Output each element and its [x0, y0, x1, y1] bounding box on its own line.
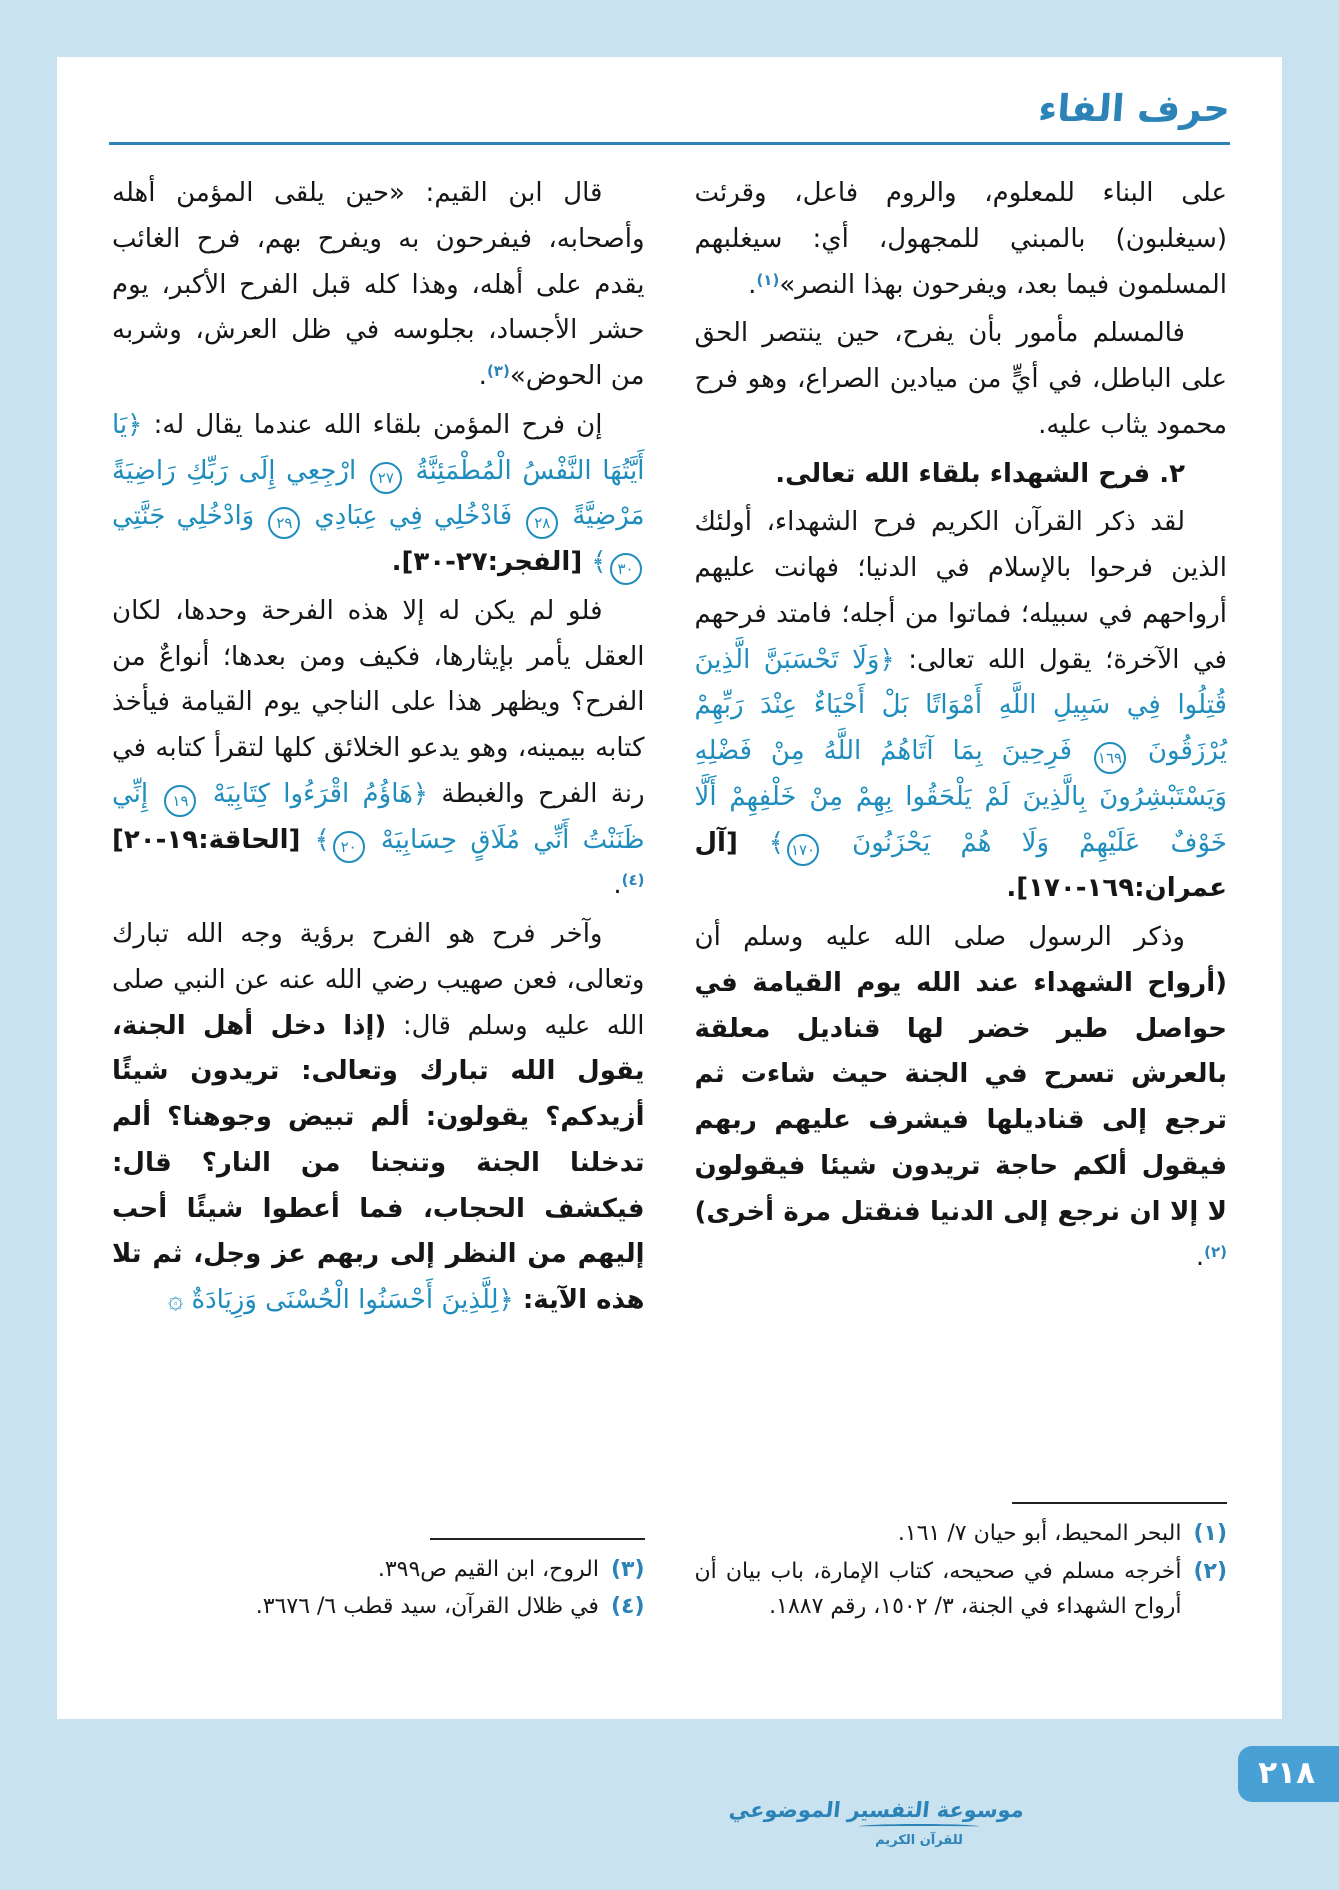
- paragraph: [695, 915, 1228, 1281]
- paragraph: [695, 171, 1228, 308]
- footnote: [112, 1552, 645, 1588]
- quran-verse: فَادْخُلِي فِي عِبَادِي: [303, 501, 524, 532]
- quran-verse: ﴿يَا أَيَّتُهَا النَّفْسُ الْمُطْمَئِنَّةُ: [112, 409, 645, 486]
- body-text: .: [613, 870, 622, 901]
- footnote-number: (٣): [610, 1556, 645, 1582]
- quran-verse: ﴾: [591, 547, 607, 577]
- body-text: فالمسلم مأمور بأن يفرح، حين ينتصر الحق على الباطل، في أيٍّ من ميادين الصراع، وهو فرح محمود يثاب عليه.: [694, 318, 1227, 440]
- ayah-number-badge: ٣٠: [610, 553, 642, 585]
- paragraph: [695, 311, 1228, 448]
- ayah-number-badge: ٢٨: [526, 507, 558, 539]
- footnote-list-right: [695, 1516, 1228, 1625]
- body-text: .: [748, 269, 757, 300]
- body-text: فلو لم يكن له إلا هذه الفرحة وحدها، لكان العقل يأمر بإيثارها، فكيف ومن بعدها؛ أنواعٌ من الفرح؟ ويظهر هذا على الناجي يوم القيامة فيأخذ كتابه بيمينه، وهو يدعو الخلائق كلها لتقرأ كتابه في رنة الفرح والغبطة: [112, 595, 645, 809]
- footnote-divider: [430, 1538, 645, 1540]
- verse-reference: [الحاقة:١٩-٢٠]: [112, 824, 315, 855]
- ayah-number-badge: ٢٠: [333, 831, 365, 863]
- footnote: [112, 1589, 645, 1625]
- quran-verse: ﴿هَاؤُمُ اقْرَءُوا كِتَابِيَهْ: [199, 778, 429, 809]
- footnote-text: في ظلال القرآن، سيد قطب ٦/ ٣٦٧٦.: [255, 1594, 599, 1620]
- page-number-tab: ٢١٨: [1238, 1746, 1339, 1802]
- hadith-text: (إذا دخل أهل الجنة، يقول الله تبارك وتعالى: تريدون شيئًا أزيدكم؟ يقولون: ألم تبيض وجوهنا؟ ألم تدخلنا الجنة وتنجنا من النار؟ قال: فيكشف الحجاب، فما أعطوا شيئًا أحب إليهم من النظر إلى ربهم عز وجل، ثم تلا هذه الآية:: [112, 1010, 645, 1315]
- footnote-divider: [1012, 1502, 1227, 1504]
- publisher-logo: [727, 1798, 1026, 1848]
- body-text: على البناء للمعلوم، والروم فاعل، وقرئت (سيغلبون) بالمبني للمجهول، أي: سيغلبهم المسلمون فيما بعد، ويفرحون بهذا النصر»: [694, 178, 1227, 300]
- ayah-number-badge: ١٦٩: [1094, 742, 1126, 774]
- verse-reference: [الفجر:٢٧-٣٠].: [391, 547, 592, 577]
- body-text: وذكر الرسول صلى الله عليه وسلم أن: [694, 922, 1185, 952]
- quran-verse: وَادْخُلِي جَنَّتِي: [112, 501, 266, 532]
- paragraph: [695, 500, 1228, 912]
- page-header: [57, 57, 1282, 145]
- footnote-number: (٢): [1193, 1558, 1227, 1584]
- publisher-logo-subtitle: للقرآن الكريم: [875, 1833, 963, 1848]
- ayah-number-badge: ١٩: [164, 785, 196, 817]
- footnote-text: أخرجه مسلم في صحيحه، كتاب الإمارة، باب بيان أن أرواح الشهداء في الجنة، ٣/ ١٥٠٢، رقم ١٨٨٧.: [694, 1558, 1182, 1620]
- ayah-number-badge: ١٧٠: [787, 834, 819, 866]
- footnote-marker: (١): [756, 270, 780, 289]
- page-body: [57, 57, 1282, 1719]
- footnote-marker: (٤): [621, 871, 645, 890]
- paragraph: [112, 171, 645, 400]
- quran-verse: فَرِحِينَ بِمَا آتَاهُمُ اللَّهُ مِنْ فَضْلِهِ وَيَسْتَبْشِرُونَ بِالَّذِينَ لَمْ يَلْحَقُوا بِهِمْ مِنْ خَلْفِهِمْ أَلَّا خَوْفٌ عَلَيْهِمْ وَلَا هُمْ يَحْزَنُونَ: [694, 736, 1228, 858]
- footnote-text: البحر المحيط، أبو حيان ٧/ ١٦١.: [897, 1521, 1182, 1547]
- ayah-number-badge: ٢٩: [268, 507, 300, 539]
- section-heading: [695, 452, 1228, 498]
- body-text: لقد ذكر القرآن الكريم فرح الشهداء، أولئك الذين فرحوا بالإسلام في الدنيا؛ فهانت عليهم أرواحهم في سبيله؛ فماتوا من أجله؛ فامتد فرحهم في الآخرة؛ يقول الله تعالى:: [694, 507, 1227, 675]
- footnotes-left: [112, 1520, 645, 1633]
- quran-verse: ارْجِعِي إِلَى رَبِّكِ رَاضِيَةً مَرْضِيَّةً: [112, 455, 645, 532]
- quran-verse: إِنِّي ظَنَنْتُ أَنِّي مُلَاقٍ حِسَابِيَهْ: [112, 778, 645, 855]
- body-text: وآخر فرح هو الفرح برؤية وجه الله تبارك وتعالى، فعن صهيب رضي الله عنه عن النبي صلى الله عليه وسلم قال:: [112, 919, 645, 1041]
- body-text: ٢. فرح الشهداء بلقاء الله تعالى.: [775, 458, 1185, 489]
- hadith-text: (أرواح الشهداء عند الله يوم القيامة في حواصل طير خضر لها قناديل معلقة بالعرش تسرح في الجنة حيث شاءت ثم ترجع إلى قناديلها فيشرف عليهم ربهم فيقول ألكم حاجة تريدون شيئا فيقولون لا إلا ان نرجع إلى الدنيا فنقتل مرة أخرى): [694, 967, 1227, 1227]
- column-right: [695, 171, 1228, 1633]
- ayah-number-badge: ٢٧: [370, 462, 402, 494]
- footnote-list-left: [112, 1552, 645, 1625]
- body-text: .: [1195, 1242, 1205, 1273]
- body-text: قال ابن القيم: «حين يلقى المؤمن أهله وأصحابه، فيفرحون به ويفرح بهم، فرح الغائب يقدم على أهله، وهذا كله قبل الفرح الأكبر، يوم حشر الأجساد، بجلوسه في ظل العرش، وشربه من الحوض»: [112, 178, 645, 391]
- footnote-number: (٤): [610, 1594, 645, 1620]
- body-text: .: [478, 361, 487, 391]
- paragraph: [112, 912, 645, 1324]
- quran-verse: ﴿لِلَّذِينَ أَحْسَنُوا الْحُسْنَى وَزِيَادَةٌ ۞: [167, 1285, 514, 1315]
- body-text: إن فرح المؤمن بلقاء الله عندما يقال له:: [142, 409, 603, 440]
- column-left: [112, 171, 645, 1633]
- verse-reference: [آل عمران:١٦٩-١٧٠].: [694, 827, 1227, 904]
- logo-flourish-ornament: [859, 1824, 979, 1829]
- footnote-text: الروح، ابن القيم ص٣٩٩.: [377, 1556, 599, 1582]
- quran-verse: ﴾: [314, 824, 330, 855]
- footnote-number: (١): [1193, 1521, 1227, 1547]
- footnote-marker: (٢): [1204, 1243, 1227, 1262]
- quran-verse: ﴾: [768, 827, 785, 858]
- two-column-text: [57, 145, 1282, 1633]
- footnotes-right: [695, 1484, 1228, 1633]
- column-right-paragraphs: [695, 171, 1228, 1284]
- quran-verse: ﴿وَلَا تَحْسَبَنَّ الَّذِينَ قُتِلُوا فِي سَبِيلِ اللَّهِ أَمْوَاتًا بَلْ أَحْيَاءٌ عِنْدَ رَبِّهِمْ يُرْزَقُونَ: [694, 644, 1228, 766]
- paragraph: [112, 403, 645, 586]
- footnote: [695, 1516, 1228, 1552]
- column-left-paragraphs: [112, 171, 645, 1327]
- chapter-title: حرف الفاء: [1036, 87, 1232, 130]
- publisher-logo-title: موسوعة التفسير الموضوعي: [727, 1798, 1026, 1822]
- footnote-marker: (٣): [486, 362, 510, 380]
- paragraph: [112, 589, 645, 909]
- footnote: [695, 1554, 1228, 1625]
